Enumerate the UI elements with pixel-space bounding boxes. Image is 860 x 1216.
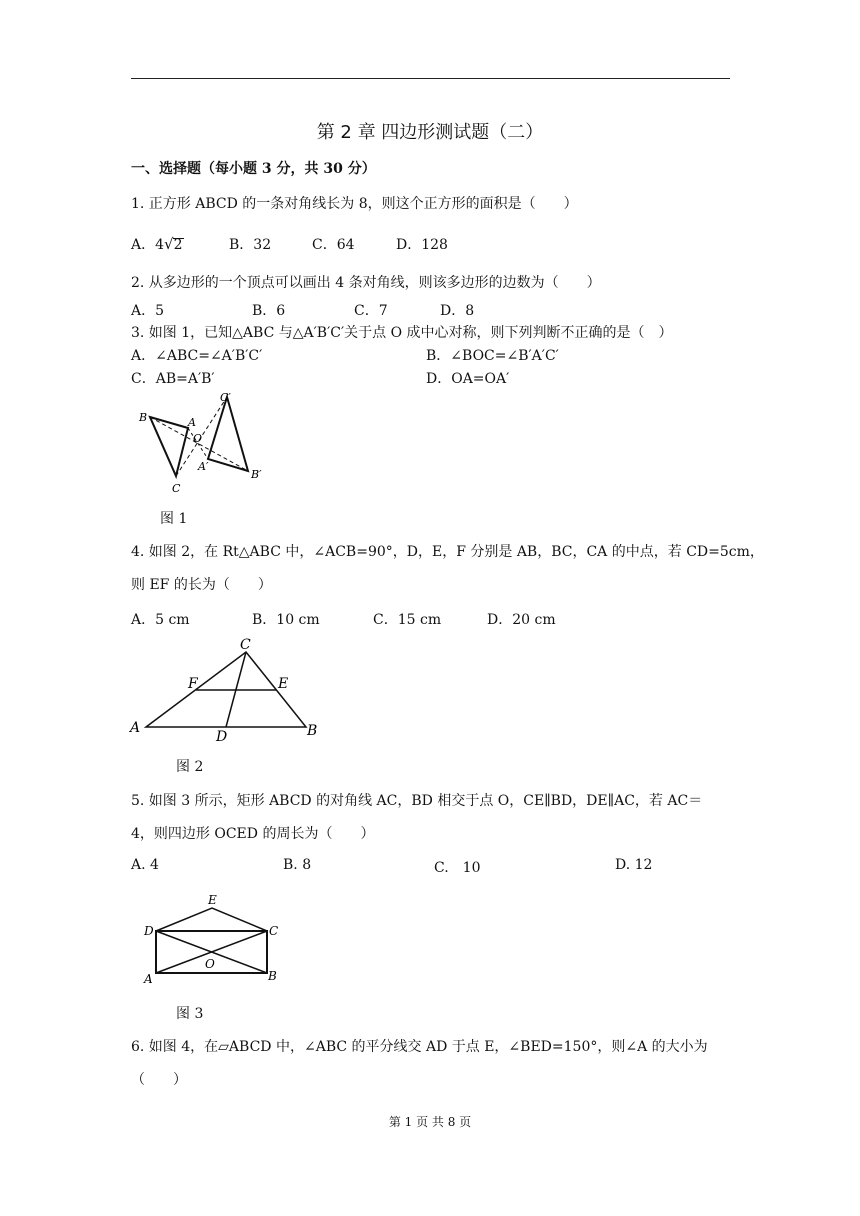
question-3-option-a: A．∠ABC=∠A′B′C′ xyxy=(131,348,263,364)
figure-3-caption: 图 3 xyxy=(176,1006,204,1022)
label-f: F xyxy=(188,676,198,692)
label-b: B xyxy=(307,723,318,739)
question-3-option-b: B．∠BOC=∠B′A′C′ xyxy=(426,348,559,364)
radical-sign: √ xyxy=(164,235,174,253)
question-1-option-a xyxy=(131,234,184,254)
question-2-option-b: B．6 xyxy=(252,303,286,319)
question-4-option-a: A．5 cm xyxy=(131,612,190,628)
question-1-option-c: C．64 xyxy=(312,237,355,253)
question-1-stem: 1. 正方形 ABCD 的一条对角线长为 8，则这个正方形的面积是（ ） xyxy=(131,196,578,212)
question-5-stem-line-1: 5. 如图 3 所示，矩形 ABCD 的对角线 AC，BD 相交于点 O，CE∥BD，DE∥AC，若 AC＝ xyxy=(131,793,703,809)
label-e: E xyxy=(208,893,217,907)
figure-1-diagram xyxy=(130,388,280,498)
question-2-option-d: D．8 xyxy=(440,303,475,319)
label-a: A xyxy=(188,416,196,429)
label-c-prime: C′ xyxy=(220,391,231,404)
question-6-stem-line-1: 6. 如图 4，在▱ABCD 中，∠ABC 的平分线交 AD 于点 E，∠BED=150°，则∠A 的大小为 xyxy=(131,1039,708,1055)
label-o: O xyxy=(193,432,203,445)
question-4-option-b: B．10 cm xyxy=(252,612,320,628)
label-e: E xyxy=(278,676,289,692)
question-5-stem-line-2: 4，则四边形 OCED 的周长为（ ） xyxy=(131,826,375,842)
question-5-option-c: C. 10 xyxy=(434,860,481,876)
question-1-option-d: D．128 xyxy=(396,237,448,253)
label-b-prime: B′ xyxy=(251,468,262,481)
radicand: 2 xyxy=(173,237,183,253)
label-c: C xyxy=(269,924,279,938)
option-a-prefix: A．4 xyxy=(131,237,165,253)
figure-2-caption: 图 2 xyxy=(176,759,204,775)
question-1-option-b: B．32 xyxy=(229,237,272,253)
question-4-stem-line-1: 4. 如图 2，在 Rt△ABC 中，∠ACB=90°，D，E，F 分别是 AB，BC，CA 的中点，若 CD=5cm， xyxy=(131,544,764,560)
question-5-option-d: D. 12 xyxy=(615,857,653,873)
question-3-option-c: C．AB=A′B′ xyxy=(131,371,215,387)
question-4-option-c: C．15 cm xyxy=(373,612,442,628)
label-b: B xyxy=(139,411,148,424)
figure-3-diagram xyxy=(140,888,285,988)
triangle-a2b2c2 xyxy=(208,397,248,471)
label-a: A xyxy=(144,972,153,986)
question-4-stem-line-2: 则 EF 的长为（ ） xyxy=(131,577,272,593)
figure-1-caption: 图 1 xyxy=(160,511,188,527)
question-4-option-d: D．20 cm xyxy=(487,612,556,628)
question-6-stem-line-2: （ ） xyxy=(131,1072,187,1088)
label-c: C xyxy=(240,637,251,653)
section-heading: 一、选择题（每小题 3 分，共 30 分） xyxy=(131,161,376,177)
label-a-prime: A′ xyxy=(198,460,209,473)
segments-de-ce xyxy=(156,908,267,931)
question-2-stem: 2. 从多边形的一个顶点可以画出 4 条对角线，则该多边形的边数为（ ） xyxy=(131,275,601,291)
label-d: D xyxy=(216,729,228,744)
figure-2-diagram xyxy=(126,632,326,744)
label-a: A xyxy=(130,720,141,736)
page-footer: 第 1 页 共 8 页 xyxy=(388,1115,472,1129)
question-3-option-d: D．OA=OA′ xyxy=(426,371,510,387)
label-b: B xyxy=(268,969,277,983)
page-title: 第 2 章 四边形测试题（二） xyxy=(316,122,544,143)
question-2-option-a: A．5 xyxy=(131,303,165,319)
header-rule xyxy=(131,78,730,79)
label-o: O xyxy=(205,957,215,971)
label-c: C xyxy=(172,482,181,495)
label-d: D xyxy=(144,924,154,938)
question-2-option-c: C．7 xyxy=(354,303,388,319)
question-5-option-b: B. 8 xyxy=(283,857,312,873)
question-3-stem: 3. 如图 1，已知△ABC 与△A′B′C′关于点 O 成中心对称，则下列判断不正确的是（ ） xyxy=(131,325,673,341)
question-5-option-a: A. 4 xyxy=(131,857,159,873)
